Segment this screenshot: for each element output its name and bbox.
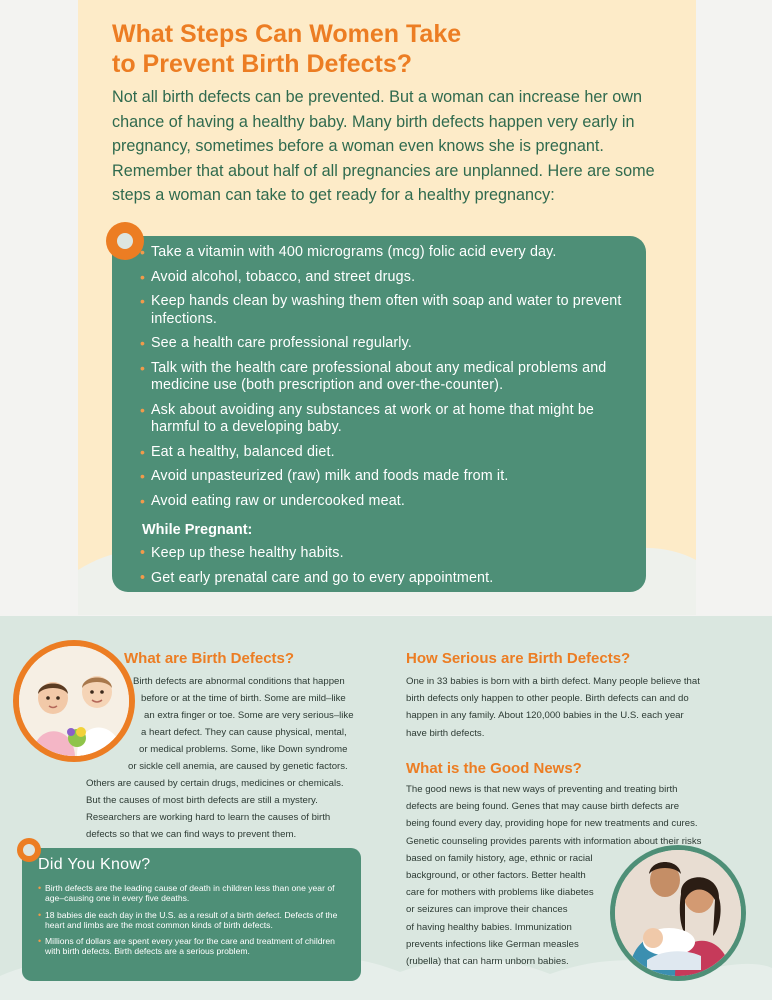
list-item: • Get early prenatal care and go to every appointment. (140, 569, 494, 586)
text-line: or seizures can improve their chances (406, 904, 568, 916)
text-line: But the causes of most birth defects are still a mystery. (86, 795, 318, 806)
text-line: or medical problems. Some, like Down syndrome (139, 744, 348, 755)
bullet-icon: • (140, 443, 146, 460)
how-serious-heading: How Serious are Birth Defects? (406, 650, 631, 667)
ring-center (117, 233, 133, 249)
list-item: • Talk with the health care professional about any medical problems and medicine use (both prescription and over-the-counter). (140, 359, 607, 393)
babies-photo-icon (19, 646, 129, 756)
bullet-icon: • (140, 268, 146, 285)
text-line: (rubella) that can harm unborn babies. (406, 956, 569, 968)
intro-paragraph: Not all birth defects can be prevented. But a woman can increase her own chance of having a healthy baby. Many birth defects happen very early in pregnancy, sometimes before a woman even knows she is pregnant. Remember that about half of all pregnancies are unplanned. Here are some steps a woman can take to get ready for a healthy pregnancy: (112, 88, 655, 204)
bullet-icon: • (140, 401, 146, 418)
did-you-know-title: Did You Know? (38, 856, 151, 873)
text-line: being found every day, providing hope for new treatments and cures. (406, 818, 698, 830)
ring-decoration-icon (106, 222, 144, 260)
text-line: a heart defect. They can cause physical, mental, (141, 727, 347, 738)
list-item: • Keep up these healthy habits. (140, 545, 344, 561)
text-line: before or at the time of birth. Some are mild–like (141, 693, 346, 704)
babies-photo-frame (13, 640, 135, 762)
text-line: have birth defects. (406, 727, 485, 739)
list-item: • Avoid unpasteurized (raw) milk and foods made from it. (140, 468, 509, 484)
text-line: of having healthy babies. Immunization (406, 921, 572, 933)
family-photo-icon (615, 850, 741, 976)
text-line: Birth defects are abnormal conditions that happen (133, 676, 345, 687)
text-line: The good news is that new ways of preventing and treating birth (406, 784, 678, 795)
how-serious-body (406, 673, 746, 742)
while-pregnant-heading: While Pregnant: (142, 522, 253, 538)
bullet-icon: • (140, 545, 146, 561)
text-line: an extra finger or toe. Some are very serious–like (144, 710, 354, 721)
bullet-icon: • (38, 936, 42, 947)
bullet-icon: • (38, 909, 42, 920)
text-line: One in 33 babies is born with a birth defect. Many people believe that (406, 676, 700, 687)
ring-center (23, 844, 35, 856)
list-item: • Millions of dollars are spent every year for the care and treatment of children with birth defects. Birth defects are a serious problem. (38, 936, 335, 957)
text-line: care for mothers with problems like diabetes (406, 887, 594, 899)
bullet-icon: • (38, 883, 42, 893)
prevention-steps-list (140, 244, 630, 517)
text-line: background, or other factors. Better health (406, 870, 586, 882)
bullet-icon: • (140, 293, 146, 309)
bullet-icon: • (140, 468, 146, 484)
what-are-birth-defects-heading: What are Birth Defects? (124, 650, 295, 667)
bullet-icon: • (140, 359, 146, 376)
list-item: • Eat a healthy, balanced diet. (140, 443, 335, 460)
did-you-know-list (38, 883, 350, 963)
list-item: • Ask about avoiding any substances at work or at home that might be harmful to a developing baby. (140, 401, 595, 435)
list-item: • Keep hands clean by washing them often with soap and water to prevent infections. (140, 293, 622, 327)
bullet-icon: • (140, 492, 146, 509)
list-item: • Avoid alcohol, tobacco, and street drugs. (140, 268, 416, 285)
bullet-icon: • (140, 244, 146, 260)
text-line: Researchers are working hard to learn the causes of birth (86, 812, 331, 823)
bullet-icon: • (140, 335, 146, 351)
list-item: • 18 babies die each day in the U.S. as a result of a birth defect. Defects of the heart and limbs are the most common kinds of birth defects. (38, 909, 338, 930)
text-line: defects so that we can find ways to prevent them. (86, 829, 297, 840)
list-item: • Avoid eating raw or undercooked meat. (140, 492, 406, 509)
text-line: birth defects only happen to other people. Birth defects can and do (406, 693, 689, 705)
family-photo-frame (610, 845, 746, 981)
list-item: • Birth defects are the leading cause of death in children less than one year of age–causing one in every five deaths. (38, 883, 335, 904)
text-line: prevents infections like German measles (406, 938, 579, 950)
text-line: based on family history, age, ethnic or racial (406, 852, 593, 864)
page-title (112, 19, 632, 79)
list-item: • See a health care professional regularly. (140, 335, 412, 351)
text-line: happen in any family. About 120,000 babies in the U.S. each year (406, 710, 684, 722)
text-line: or sickle cell anemia, are caused by genetic factors. (128, 761, 348, 772)
text-line: Others are caused by certain drugs, medicines or chemicals. (86, 778, 344, 789)
list-item: • Take a vitamin with 400 micrograms (mcg) folic acid every day. (140, 244, 557, 260)
while-pregnant-list (140, 545, 630, 594)
text-line: Genetic counseling provides parents with information about their risks (406, 835, 702, 847)
title-line: to Prevent Birth Defects? (112, 50, 413, 78)
text-line: defects are being found. Genes that may cause birth defects are (406, 801, 680, 813)
bullet-icon: • (140, 569, 146, 586)
title-line: What Steps Can Women Take (112, 20, 462, 48)
good-news-heading: What is the Good News? (406, 760, 582, 777)
